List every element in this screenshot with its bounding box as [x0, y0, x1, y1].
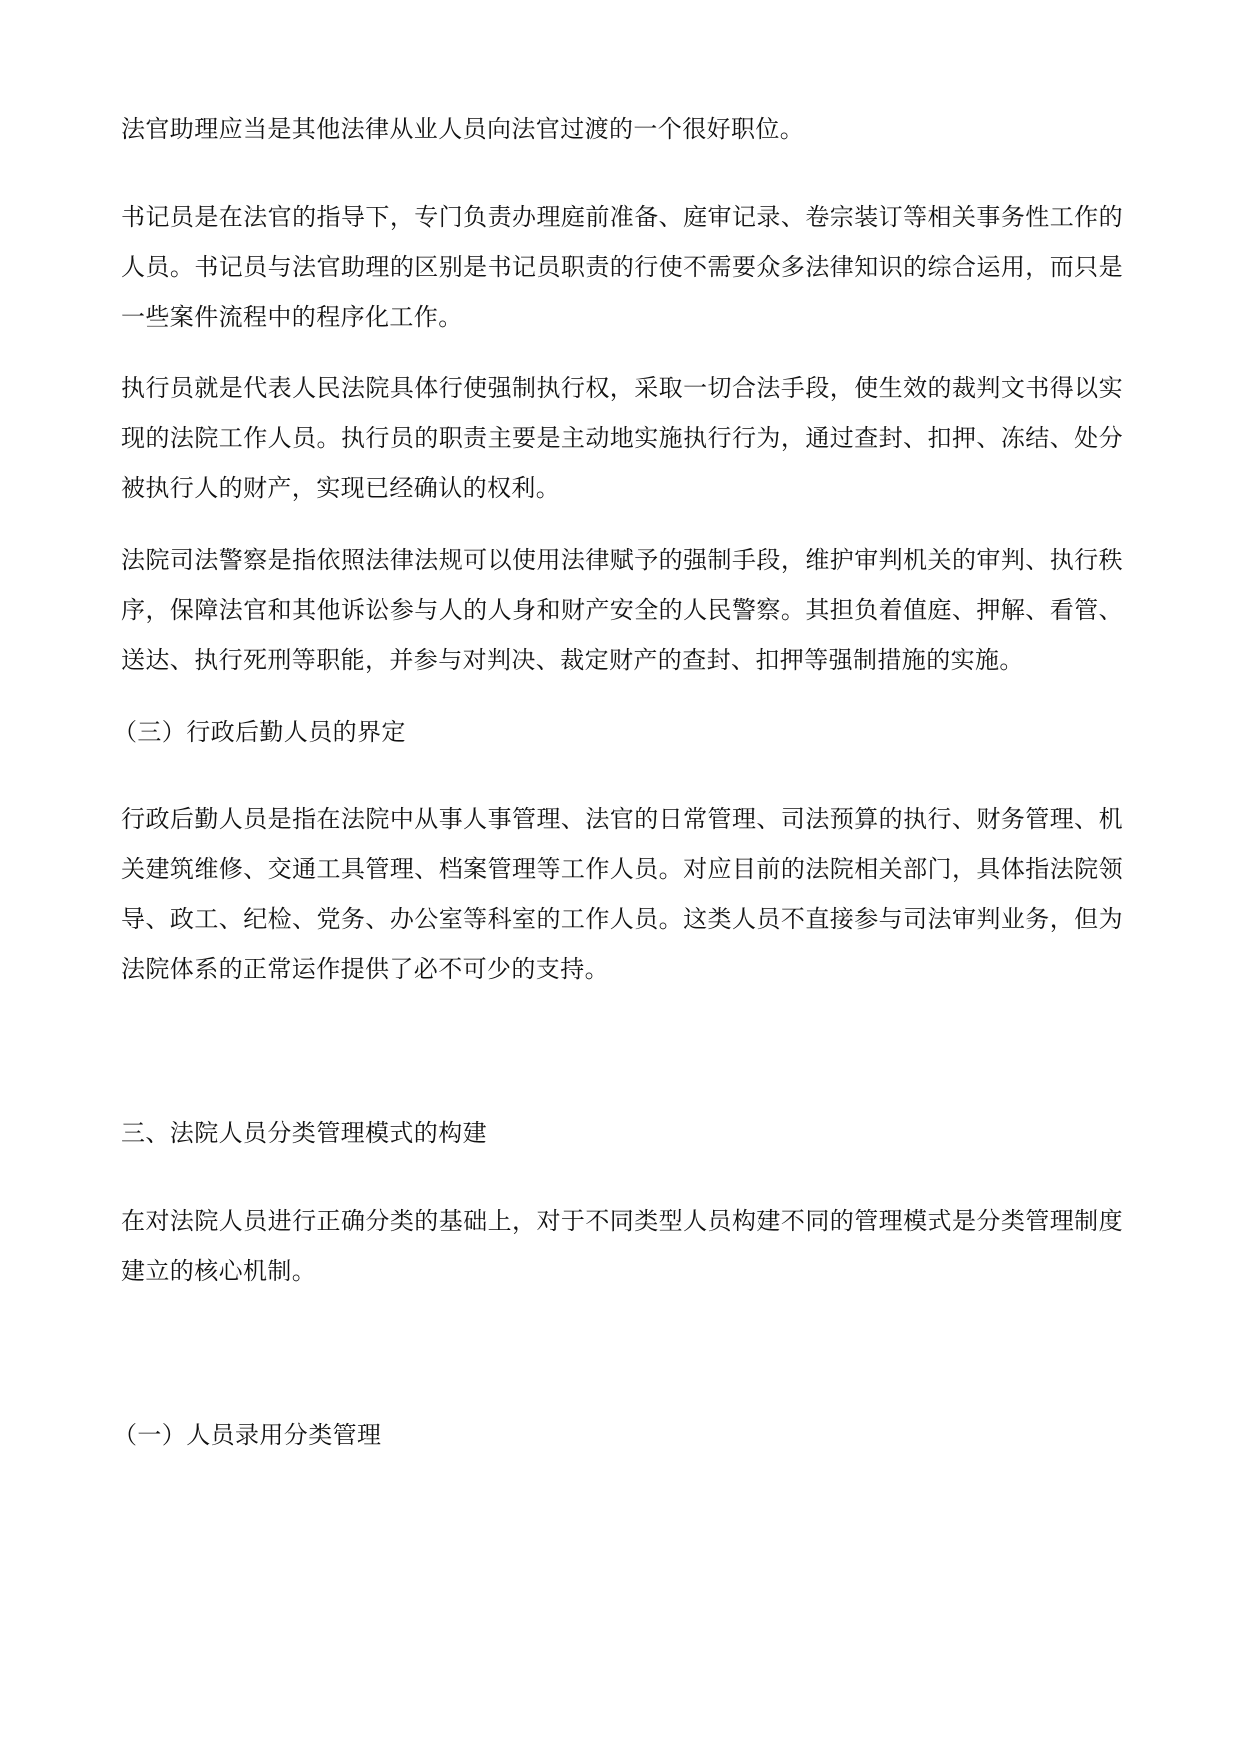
paragraph-administrative-staff: 行政后勤人员是指在法院中从事人事管理、法官的日常管理、司法预算的执行、财务管理、机关建筑维修、交通工具管理、档案管理等工作人员。对应目前的法院相关部门，具体指法院领导、政工、纪检、党务、办公室等科室的工作人员。这类人员不直接参与司法审判业务，但为法院体系的正常运作提供了必不可少的支持。	[121, 805, 1123, 983]
section-heading-administrative-staff: （三）行政后勤人员的界定	[113, 718, 406, 746]
paragraph-classification-core-mechanism: 在对法院人员进行正确分类的基础上，对于不同类型人员构建不同的管理模式是分类管理制度建立的核心机制。	[121, 1207, 1123, 1285]
section-heading-recruitment-classification: （一）人员录用分类管理	[113, 1421, 382, 1449]
paragraph-enforcement-officer: 执行员就是代表人民法院具体行使强制执行权，采取一切合法手段，使生效的裁判文书得以实现的法院工作人员。执行员的职责主要是主动地实施执行行为，通过查封、扣押、冻结、处分被执行人的财产，实现已经确认的权利。	[121, 374, 1123, 502]
paragraph-judge-assistant-transition: 法官助理应当是其他法律从业人员向法官过渡的一个很好职位。	[121, 115, 805, 143]
paragraph-judicial-police: 法院司法警察是指依照法律法规可以使用法律赋予的强制手段，维护审判机关的审判、执行秩序，保障法官和其他诉讼参与人的人身和财产安全的人民警察。其担负着值庭、押解、看管、送达、执行死刑等职能，并参与对判决、裁定财产的查封、扣押等强制措施的实施。	[121, 546, 1123, 674]
section-heading-classification-model: 三、法院人员分类管理模式的构建	[121, 1119, 487, 1147]
paragraph-court-clerk: 书记员是在法官的指导下，专门负责办理庭前准备、庭审记录、卷宗装订等相关事务性工作的人员。书记员与法官助理的区别是书记员职责的行使不需要众多法律知识的综合运用，而只是一些案件流程中的程序化工作。	[121, 203, 1123, 331]
